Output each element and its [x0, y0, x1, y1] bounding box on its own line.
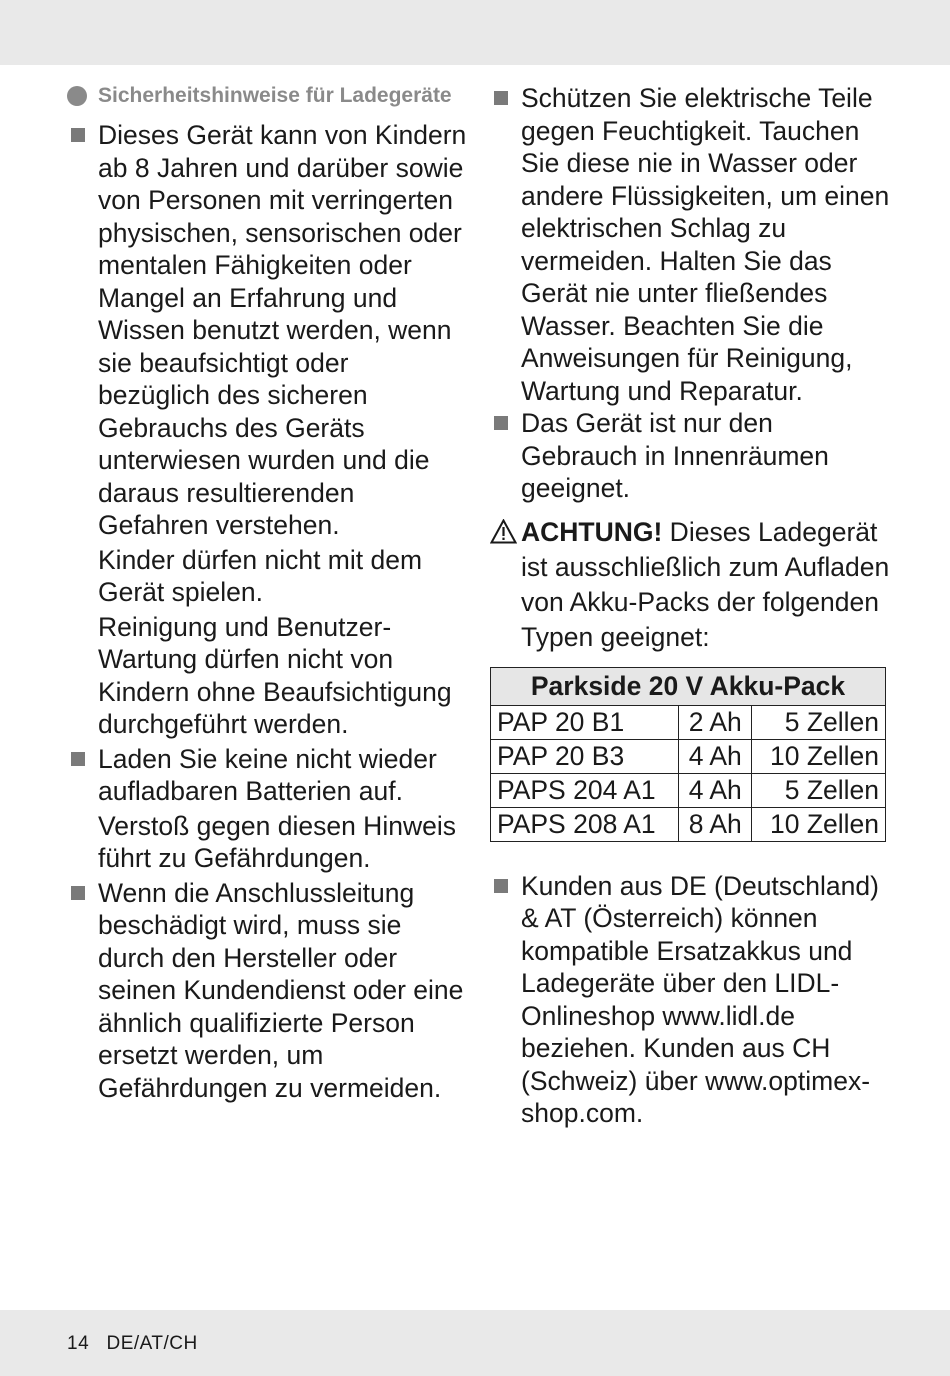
table-cell-capacity: 8 Ah — [679, 807, 752, 841]
table-cell-cells: 10 Zellen — [751, 739, 885, 773]
warning-label: ACHTUNG! — [521, 516, 663, 547]
square-bullet-icon — [71, 886, 85, 900]
item-paragraph: Kinder dürfen nicht mit dem Gerät spielen. — [98, 544, 423, 607]
square-bullet-icon — [494, 879, 508, 893]
table-cell-cells: 5 Zellen — [751, 773, 885, 807]
list-item — [67, 877, 467, 1105]
list-item — [490, 407, 890, 505]
table-row — [491, 705, 886, 739]
left-column — [67, 80, 467, 1104]
table-row — [491, 807, 886, 841]
list-item — [490, 82, 890, 407]
table-cell-model: PAPS 204 A1 — [491, 773, 679, 807]
section-heading-text: Sicherheitshinweise für Ladegeräte — [98, 84, 452, 107]
item-paragraph: Schützen Sie elektrische Teile gegen Feuchtigkeit. Tauchen Sie diese nie in Wasser oder andere Flüssigkeiten, um einen elektrischen Schlag zu vermeiden. Halten Sie das Gerät nie unter fließendes Wasser. Beachten Sie die Anweisungen für Reinigung, Wartung und Reparatur. — [521, 83, 890, 406]
square-bullet-icon — [71, 128, 85, 142]
top-band — [0, 0, 950, 65]
table-cell-cells: 10 Zellen — [751, 807, 885, 841]
table-header: Parkside 20 V Akku-Pack — [491, 667, 886, 705]
item-paragraph: Verstoß gegen diesen Hinweis führt zu Gefährdungen. — [98, 810, 456, 873]
table-cell-capacity: 2 Ah — [679, 705, 752, 739]
item-paragraph: Laden Sie keine nicht wieder aufladbaren Batterien auf. — [98, 743, 437, 806]
square-bullet-icon — [494, 416, 508, 430]
table-row — [491, 739, 886, 773]
item-paragraph: Reinigung und Benutzer-Wartung dürfen nicht von Kindern ohne Beaufsichtigung durchgeführt werden. — [98, 611, 452, 739]
warning-text: Dieses Ladegerät ist ausschließlich zum Aufladen von Akku-Packs der folgenden Typen geeignet: — [521, 516, 890, 652]
list-item — [67, 743, 467, 875]
item-paragraph: Wenn die Anschlussleitung beschädigt wird, muss sie durch den Hersteller oder seinen Kundendienst oder eine ähnlich qualifizierte Person ersetzt werden, um Gefährdungen zu vermeiden. — [98, 877, 464, 1103]
table-cell-model: PAP 20 B1 — [491, 705, 679, 739]
square-bullet-icon — [494, 91, 508, 105]
warning-note — [490, 515, 890, 655]
table-row — [491, 773, 886, 807]
table-header-row — [491, 667, 886, 705]
section-heading — [67, 80, 467, 111]
item-paragraph: Kunden aus DE (Deutschland) & AT (Österreich) können kompatible Ersatzakkus und Ladegeräte über den LIDL-Onlineshop www.lidl.de beziehen. Kunden aus CH (Schweiz) über www.optimex-shop.com. — [521, 870, 879, 1128]
table-cell-cells: 5 Zellen — [751, 705, 885, 739]
table-cell-model: PAPS 208 A1 — [491, 807, 679, 841]
square-bullet-icon — [71, 752, 85, 766]
warning-triangle-icon — [490, 519, 517, 544]
table-cell-capacity: 4 Ah — [679, 739, 752, 773]
right-column — [490, 80, 890, 1130]
page-footer: 14 DE/AT/CH — [67, 1333, 198, 1354]
table-cell-model: PAP 20 B3 — [491, 739, 679, 773]
list-item — [67, 119, 467, 741]
circle-bullet-icon — [67, 86, 87, 106]
item-paragraph: Dieses Gerät kann von Kindern ab 8 Jahren und darüber sowie von Personen mit verringerten physischen, sensorischen oder mentalen Fähigkeiten oder Mangel an Erfahrung und Wissen benutzt werden, wenn sie beaufsichtigt oder bezüglich des sicheren Gebrauchs des Geräts unterwiesen wurden und die daraus resultierenden Gefahren verstehen. — [98, 120, 467, 540]
table-cell-capacity: 4 Ah — [679, 773, 752, 807]
akku-pack-table — [490, 667, 886, 842]
item-paragraph: Das Gerät ist nur den Gebrauch in Innenräumen geeignet. — [521, 408, 829, 503]
list-item — [490, 870, 890, 1130]
